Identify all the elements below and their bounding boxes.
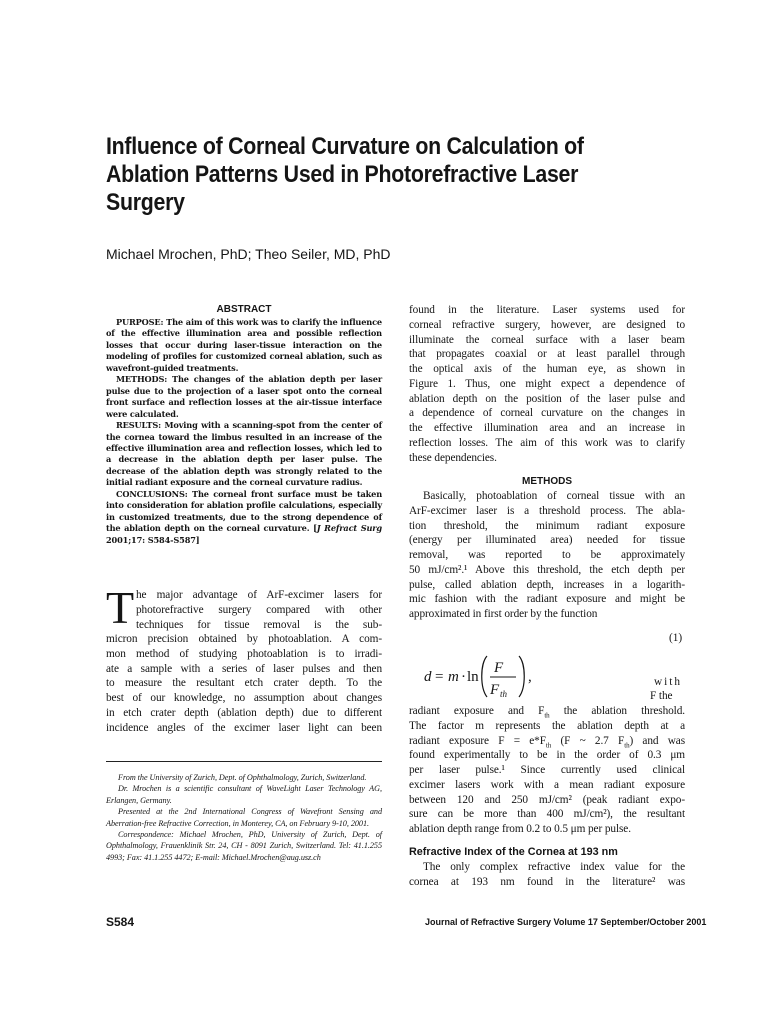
text-line: these dependencies. <box>409 451 497 464</box>
abstract-results: RESULTS: Moving with a scanning-spot from the center of the cornea toward the limbus resulted in an increase of the effective illumination area and reflection losses, which led to a decrease in the ablation depth per laser pulse. The decrease of the ablation depth was strongly related to the initial radiant exposure and the corneal curvature radius. <box>106 420 382 488</box>
text-line: sure can be more than 400 mJ/cm²), the resultant <box>409 808 685 821</box>
intro-paragraph <box>106 632 382 735</box>
eq-left-paren <box>482 656 487 697</box>
drop-cap: T <box>106 582 135 633</box>
text-line: between 120 and 250 mJ/cm² (peak radiant expo- <box>409 793 685 806</box>
footnote-disclosure: Dr. Mrochen is a scientific consultant of WaveLight Laser Technology AG, Erlangen, Germany. <box>106 784 382 805</box>
text-line: removal, was reported to be approximately <box>409 549 685 561</box>
text-line: the optical axis of the human eye, as shown in <box>409 363 685 375</box>
abstract-conclusions-text: CONCLUSIONS: The corneal front surface must be taken into consideration for ablation profile calculations, especially in customized treatments, due to the strong dependence of the ablation depth on the corneal curvature. <box>106 488 382 534</box>
text-line: that propagates coaxial or at least parallel through <box>409 348 685 361</box>
text-line: The factor m represents the ablation depth at a <box>409 719 685 732</box>
text-line: ArF-excimer laser is a threshold process. The abla- <box>409 504 685 517</box>
methods-paragraph <box>409 489 685 622</box>
text-line: illuminate the corneal surface with a laser beam <box>409 333 685 346</box>
eq-dot: · <box>461 669 466 685</box>
text-line: best of our knowledge, no assumption about changes <box>106 692 382 704</box>
eq-with-text: with <box>654 676 683 688</box>
text-line: ablation depth range from 0.2 to 0.5 μm per pulse. <box>409 823 631 835</box>
citation-rest: 2001;17: S584-S587] <box>106 534 200 545</box>
subscript-th: th <box>545 740 552 749</box>
refractive-paragraph <box>409 860 685 890</box>
text-line: 50 mJ/cm².¹ Above this threshold, the etch depth per <box>409 563 685 576</box>
text-line: the effective illumination area and an increase in <box>409 422 685 434</box>
refractive-index-heading: Refractive Index of the Cornea at 193 nm <box>409 846 618 858</box>
eq-denominator: F <box>490 682 500 698</box>
footnote-affiliation: From the University of Zurich, Dept. of Ophthalmology, Zurich, Switzerland. <box>118 773 367 782</box>
eq-equals: = <box>435 669 444 685</box>
text-line: reflection losses. The aim of this work was to clarify <box>409 436 685 449</box>
text-line: ate a sample with a series of laser pulses and then <box>106 662 382 675</box>
title-line: Surgery <box>106 189 185 216</box>
intro-first-lines <box>136 588 382 632</box>
methods-heading: METHODS <box>522 476 572 487</box>
text-line: Basically, photoablation of corneal tissue with an <box>423 490 685 502</box>
author-list: Michael Mrochen, PhD; Theo Seiler, MD, PhD <box>106 246 391 262</box>
text-line: found experimentally to be in the order of 0.3 μm <box>409 749 685 762</box>
text-line: radiant exposure and $F_{th}$ the ablation threshold. <box>409 705 685 719</box>
eq-right-paren <box>519 656 524 697</box>
journal-footer: Journal of Refractive Surgery Volume 17 September/October 2001 <box>425 917 707 927</box>
citation-open: [ <box>313 523 317 534</box>
right-intro-paragraph <box>409 303 685 465</box>
article-title <box>106 133 611 217</box>
title-line: Influence of Corneal Curvature on Calculation of <box>106 133 584 160</box>
text-line: a dependence of corneal curvature on the changes in <box>409 407 685 420</box>
text-line: found in the literature. Laser systems used for <box>409 304 685 316</box>
text-line: Figure 1. Thus, one might expect a dependence of <box>409 377 685 390</box>
footnotes <box>106 772 382 863</box>
text-line: photorefractive surgery compared with other <box>136 603 382 616</box>
abstract-heading: ABSTRACT <box>216 304 272 315</box>
abstract-conclusions <box>106 489 382 546</box>
eq-d: d <box>424 669 432 685</box>
text-line: mic fashion with the radiant exposure and might be <box>409 593 685 606</box>
text-line: cornea at 193 nm found in the literature² was <box>409 875 685 888</box>
text-line: techniques for tissue removal is the sub- <box>136 618 382 631</box>
equation-number: (1) <box>669 632 683 644</box>
text-line: (energy per illuminated area) needed for tissue <box>409 534 685 547</box>
abstract <box>106 304 382 546</box>
citation-journal: J Refract Surg <box>316 523 382 534</box>
text-line: radiant exposure $F = e*F_{th}$ (F ~ 2.7 $F_{th}$) and was <box>409 734 685 749</box>
eq-ln: ln <box>467 669 479 685</box>
subscript-th: th <box>624 740 630 749</box>
eq-comma: , <box>528 669 532 685</box>
text-line: approximated in first order by the function <box>409 608 598 620</box>
eq-denominator-sub: th <box>500 689 508 699</box>
text-line: corneal refractive surgery, however, are designed to <box>409 318 685 331</box>
text-line: micron precision obtained by photoablation. A com- <box>106 633 382 645</box>
footnote-correspondence: Correspondence: Michael Mrochen, PhD, University of Zurich, Dept. of Ophthalmology, Frauenklinik Str. 24, CH - 8091 Zurich, Switzerland. Tel: 41.1.255 4993; Fax: 41.1.255 4472; E-mail: Michael.Mrochen@aug.usz.ch <box>106 830 382 862</box>
abstract-methods: METHODS: The changes of the ablation depth per laser pulse due to the projection of a laser spot onto the corneal front surface and reflection losses at the air-tissue interface were calculated. <box>106 374 382 419</box>
text-line: per laser pulse.¹ Since currently used clinical <box>409 764 685 776</box>
methods-continued <box>409 704 685 837</box>
text-line: pulse, called ablation depth, increases in a logarith- <box>409 578 685 591</box>
text-line: The only complex refractive index value for the <box>423 861 685 873</box>
page-number: S584 <box>106 915 135 929</box>
abstract-purpose: PURPOSE: The aim of this work was to clarify the influence of the effective illumination area and possible reflection losses that occur during laser-tissue interaction on the modeling of profiles for customized corneal ablation, such as wavefront-guided treatments. <box>106 317 382 373</box>
text-line: ablation depth on the position of the laser pulse and <box>409 392 685 405</box>
text-line: excimer lasers work with a mean radiant exposure <box>409 778 685 791</box>
subscript-th: th <box>544 711 550 719</box>
footnote-presented: Presented at the 2nd International Congress of Wavefront Sensing and Aberration-free Refractive Correction, in Monterey, CA, on February 9-10, 2001. <box>106 807 382 828</box>
text-line: mon method of studying photoablation is to irradi- <box>106 647 382 660</box>
eq-f-the-text: F the <box>650 690 673 702</box>
text-line: he major advantage of ArF-excimer lasers for <box>136 589 382 601</box>
text-line: incidence angles of the excimer laser light can been <box>106 721 382 734</box>
text-line: tion threshold, the minimum radiant exposure <box>409 519 685 532</box>
footnote-divider <box>106 761 382 762</box>
eq-numerator: F <box>494 660 504 676</box>
text-line: in etch crater depth (ablation depth) due to different <box>106 706 382 719</box>
title-line: Ablation Patterns Used in Photorefractive Laser <box>106 161 579 188</box>
text-line: to measure the resultant etch crater depth. To the <box>106 677 382 690</box>
ablation-depth-equation <box>424 650 544 702</box>
eq-m: m <box>448 669 459 685</box>
